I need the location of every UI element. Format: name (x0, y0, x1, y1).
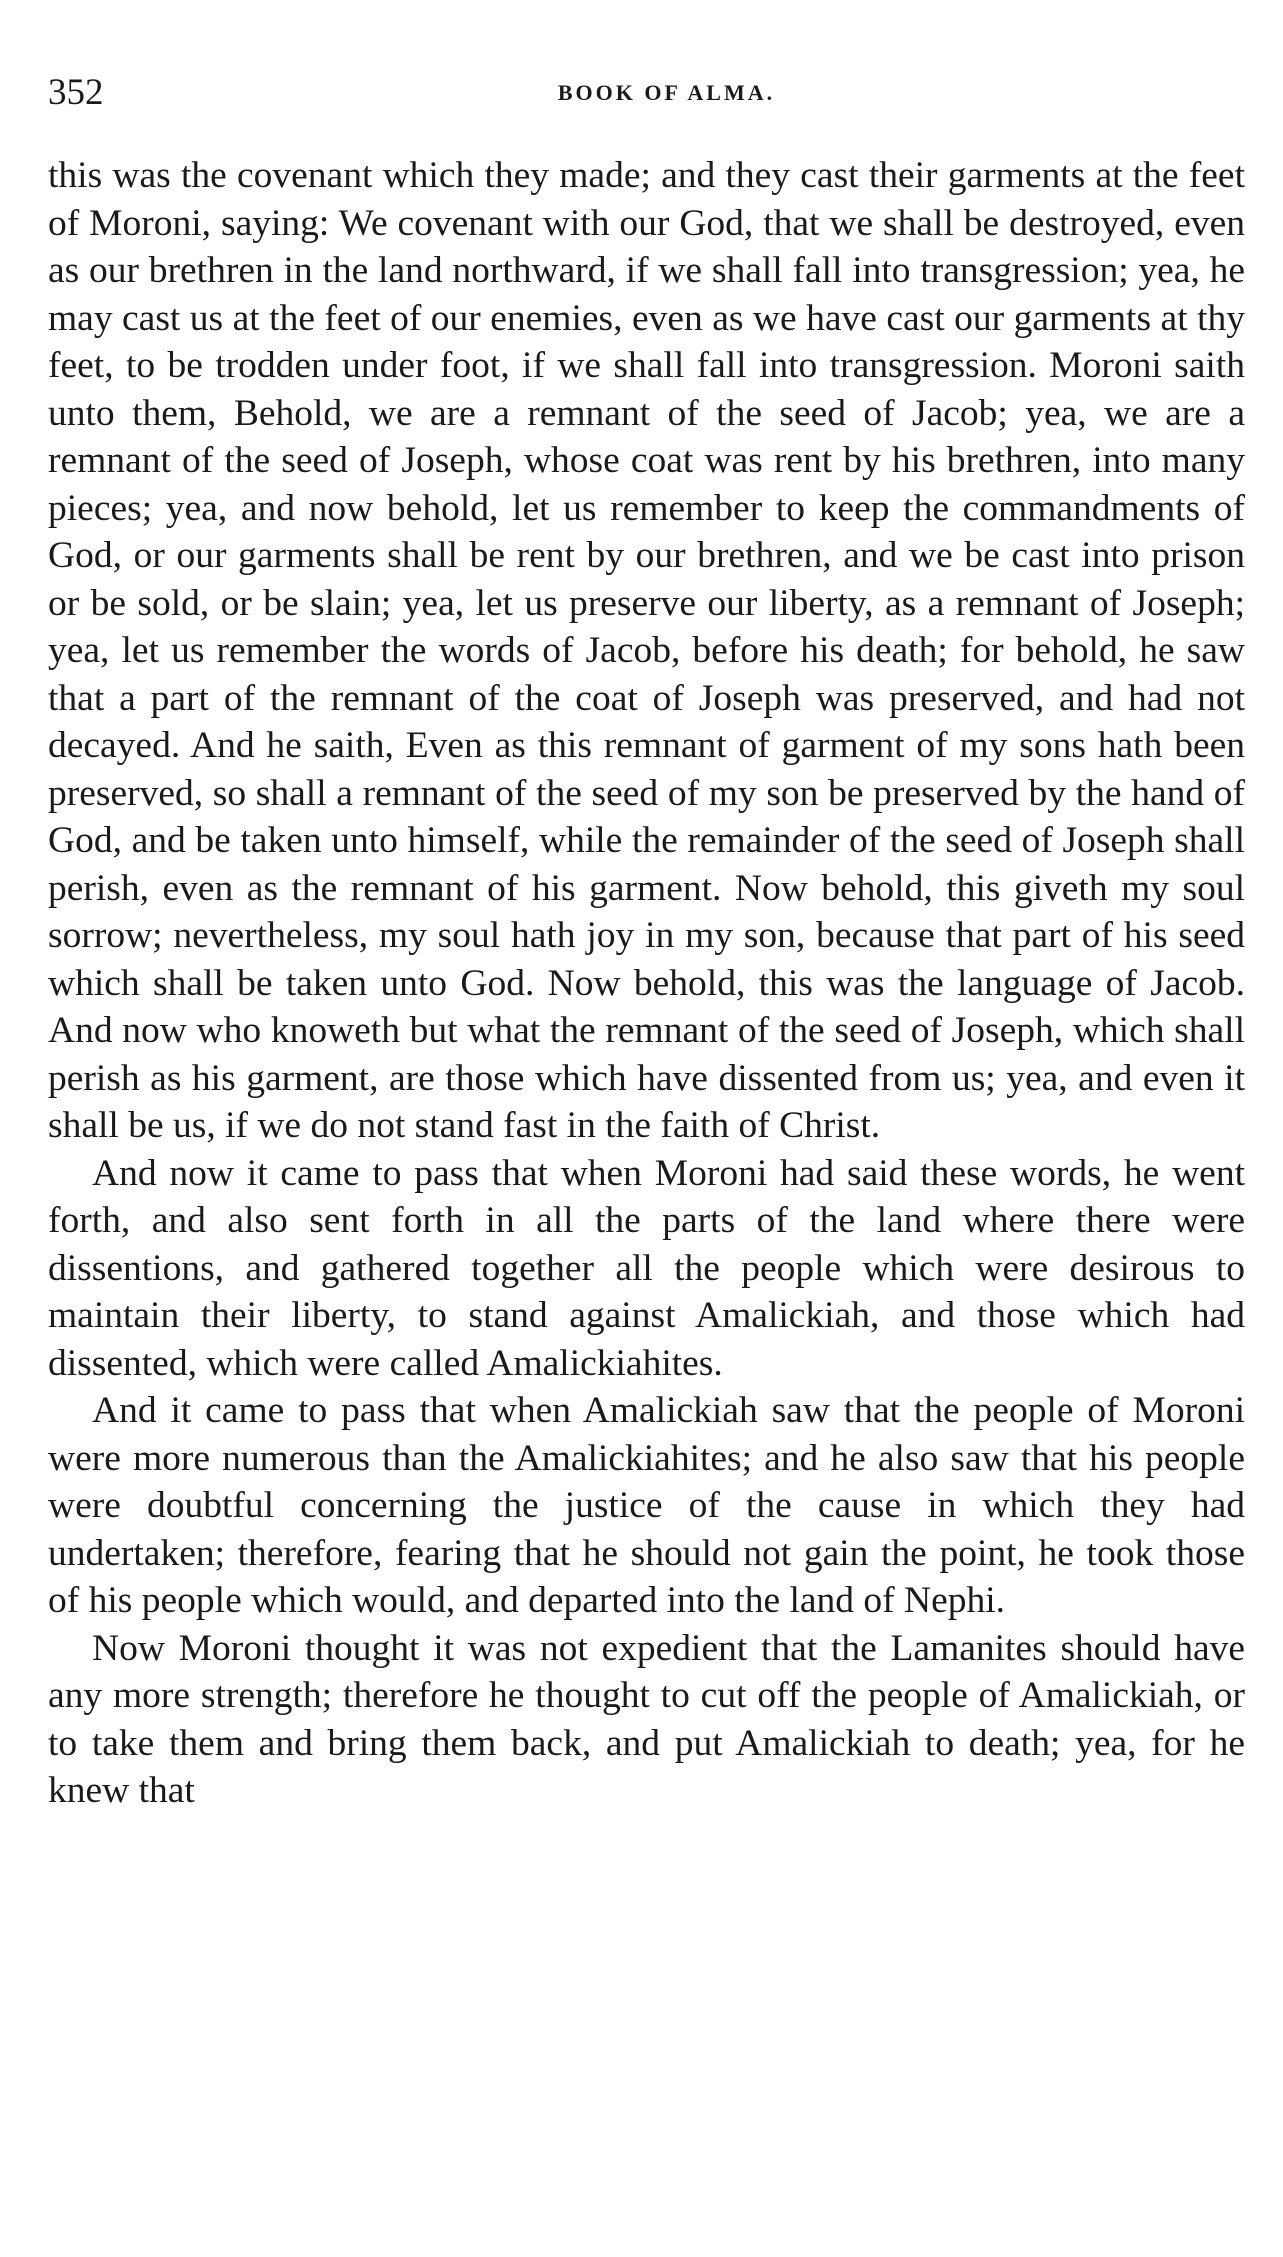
paragraph-moroni-thought: Now Moroni thought it was not expedient that the Lamanites should have any more strength; therefore he thought to cut off the people of Amalickiah, or to take them and bring them back, and put Amalickiah to death; yea, for he knew that (48, 1627, 1245, 1811)
body-text (48, 152, 1245, 1815)
running-title: BOOK OF ALMA. (557, 80, 776, 105)
paragraph-moroni-went-forth: And now it came to pass that when Moroni had said these words, he went forth, and also sent forth in all the parts of the land where there were dissentions, and gathered together all the people which were desirous to maintain their liberty, to stand against Amalickiah, and those which had dissented, which were called Amalickiahites. (48, 1152, 1245, 1384)
paragraph-amalickiah-departed: And it came to pass that when Amalickiah saw that the people of Moroni were more numerous than the Amalickiahites; and he also saw that his people were doubtful concerning the justice of the cause in which they had undertaken; therefore, fearing that he should not gain the point, he took those of his people which would, and departed into the land of Nephi. (48, 1390, 1245, 1621)
page-header (48, 62, 1245, 124)
paragraph-continuation: this was the covenant which they made; and they cast their garments at the feet of Moroni, saying: We covenant with our God, that we shall be destroyed, even as our brethren in the land northward, if we shall fall into transgression; yea, he may cast us at the feet of our enemies, even as we have cast our garments at thy feet, to be trodden under foot, if we shall fall into transgression. Moroni saith unto them, Behold, we are a remnant of the seed of Jacob; yea, we are a remnant of the seed of Joseph, whose coat was rent by his brethren, into many pieces; yea, and now behold, let us remember to keep the commandments of God, or our garments shall be rent by our brethren, and we be cast into prison or be sold, or be slain; yea, let us preserve our liberty, as a remnant of Joseph; yea, let us remember the words of Jacob, before his death; for behold, he saw that a part of the remnant of the coat of Joseph was preserved, and had not decayed. And he saith, Even as this remnant of garment of my sons hath been preserved, so shall a remnant of the seed of my son be preserved by the hand of God, and be taken unto himself, while the remainder of the seed of Joseph shall perish, even as the remnant of his garment. Now behold, this giveth my soul sorrow; nevertheless, my soul hath joy in my son, because that part of his seed which shall be taken unto God. Now behold, this was the language of Jacob. And now who knoweth but what the remnant of the seed of Joseph, which shall perish as his garment, are those which have dissented from us; yea, and even it shall be us, if we do not stand fast in the faith of Christ. (48, 155, 1245, 1146)
page-number: 352 (48, 72, 104, 113)
